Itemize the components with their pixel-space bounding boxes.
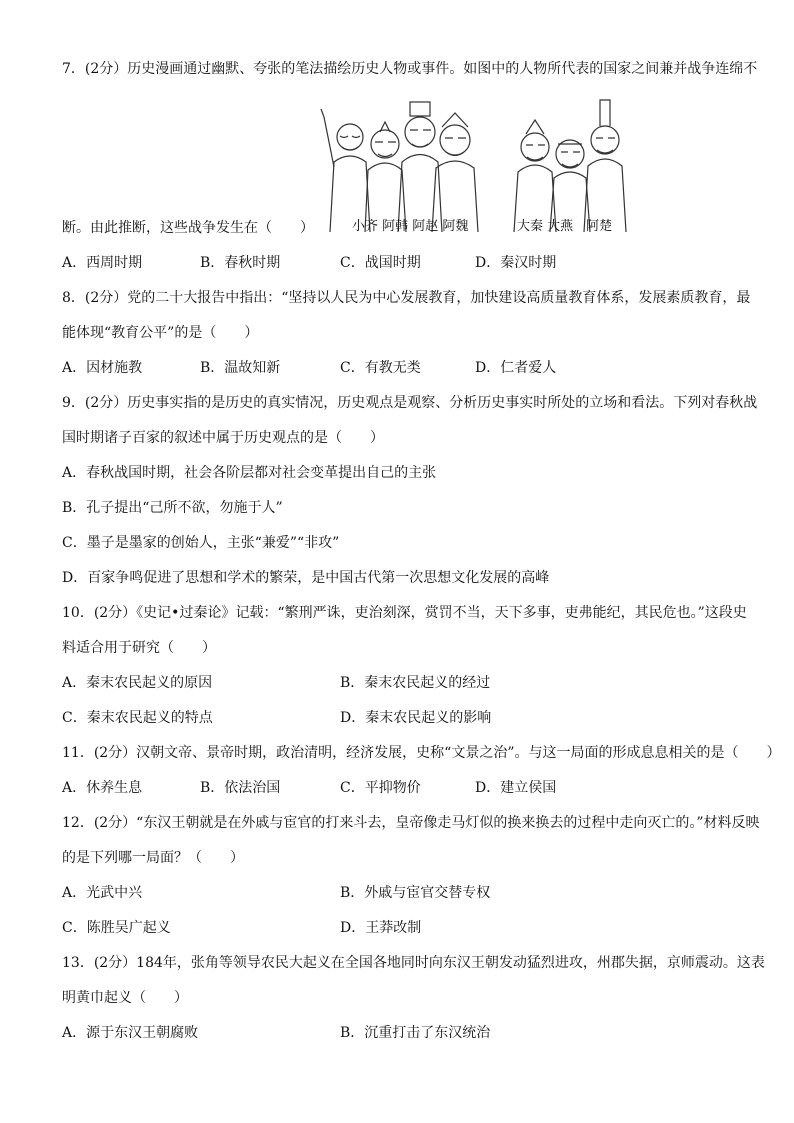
q11-option-a[interactable]: A．休养生息: [62, 780, 143, 796]
q8-option-d[interactable]: D．仁者爱人: [475, 360, 557, 376]
q11-stem-line1: 11．(2分）汉朝文帝、景帝时期，政治清明，经济发展，史称“文景之治”。与这一局面的形成息息相关的是（ ）: [62, 745, 781, 761]
q12-stem-line2: 的是下列哪一局面？（ ）: [62, 850, 244, 866]
figure-qin: [514, 120, 556, 232]
q8-option-b[interactable]: B．温故知新: [200, 360, 281, 376]
q10-stem-line1: 10．(2分）《史记•过秦论》记载：“繁刑严诛，吏治刻深，赏罚不当，天下多事，吏弗能纪，其民危也。”这段史: [62, 605, 747, 621]
q10-option-b[interactable]: B．秦末农民起义的经过: [340, 675, 491, 691]
q13-stem-line2: 明黄巾起义（ ）: [62, 990, 188, 1006]
q7-option-c[interactable]: C．战国时期: [340, 255, 421, 271]
q7-option-d[interactable]: D．秦汉时期: [475, 255, 557, 271]
q12-stem-line1: 12．(2分）“东汉王朝就是在外戚与宦官的打来斗去，皇帝像走马灯似的换来换去的过程中走向灭亡的。”材料反映: [62, 815, 760, 831]
q13-option-b[interactable]: B．沉重打击了东汉统治: [340, 1025, 491, 1041]
cartoon-right-caption: 大秦 大燕 阿楚: [517, 219, 613, 234]
q10-option-c[interactable]: C．秦末农民起义的特点: [62, 710, 213, 726]
q12-option-d[interactable]: D．王莽改制: [340, 920, 422, 936]
q8-option-a[interactable]: A．因材施教: [62, 360, 143, 376]
q8-stem-line2: 能体现“教育公平”的是（ ）: [62, 325, 259, 341]
q9-option-c[interactable]: C．墨子是墨家的创始人，主张“兼爱”“非攻”: [62, 535, 340, 551]
q13-stem-line1: 13．(2分）184年，张角等领导农民大起义在全国各地同时向东汉王朝发动猛烈进攻，州郡失据，京师震动。这表: [62, 955, 765, 971]
q11-option-c[interactable]: C．平抑物价: [340, 780, 421, 796]
q12-option-c[interactable]: C．陈胜吴广起义: [62, 920, 171, 936]
q10-option-a[interactable]: A．秦末农民起义的原因: [62, 675, 213, 691]
q9-stem-line2: 国时期诸子百家的叙述中属于历史观点的是（ ）: [62, 430, 384, 446]
cartoon-left-caption: 小齐 阿韩 阿赵 阿魏: [352, 219, 469, 234]
q9-stem-line1: 9．(2分）历史事实指的是历史的真实情况，历史观点是观察、分析历史事实时所处的立场和看法。下列对春秋战: [62, 395, 758, 411]
q13-option-a[interactable]: A．源于东汉王朝腐败: [62, 1025, 199, 1041]
figure-chu: [584, 100, 626, 232]
q11-option-d[interactable]: D．建立侯国: [475, 780, 557, 796]
q9-option-a[interactable]: A．春秋战国时期，社会各阶层都对社会变革提出自己的主张: [62, 465, 437, 481]
q10-option-d[interactable]: D．秦末农民起义的影响: [340, 710, 492, 726]
q8-stem-line1: 8．(2分）党的二十大报告中指出：“坚持以人民为中心发展教育，加快建设高质量教育体系，发展素质教育，最: [62, 290, 751, 306]
q10-stem-line2: 料适合用于研究（ ）: [62, 640, 216, 656]
q8-option-c[interactable]: C．有教无类: [340, 360, 421, 376]
q9-option-b[interactable]: B．孔子提出“己所不欲，勿施于人”: [62, 500, 283, 516]
figure-qi: [321, 109, 370, 232]
figure-han: [365, 122, 406, 232]
q11-option-b[interactable]: B．依法治国: [200, 780, 281, 796]
q9-option-d[interactable]: D．百家争鸣促进了思想和学术的繁荣，是中国古代第一次思想文化发展的高峰: [62, 570, 550, 586]
q12-option-a[interactable]: A．光武中兴: [62, 885, 143, 901]
q7-option-a[interactable]: A．西周时期: [62, 255, 143, 271]
q7-stem-line1: 7．(2分）历史漫画通过幽默、夸张的笔法描绘历史人物或事件。如图中的人物所代表的国家之间兼并战争连绵不: [62, 61, 758, 77]
warring-states-cartoon: [320, 92, 640, 237]
q7-stem-line2: 断。由此推断，这些战争发生在（ ）: [62, 220, 314, 236]
q7-option-b[interactable]: B．春秋时期: [200, 255, 281, 271]
q12-option-b[interactable]: B．外戚与宦官交替专权: [340, 885, 491, 901]
